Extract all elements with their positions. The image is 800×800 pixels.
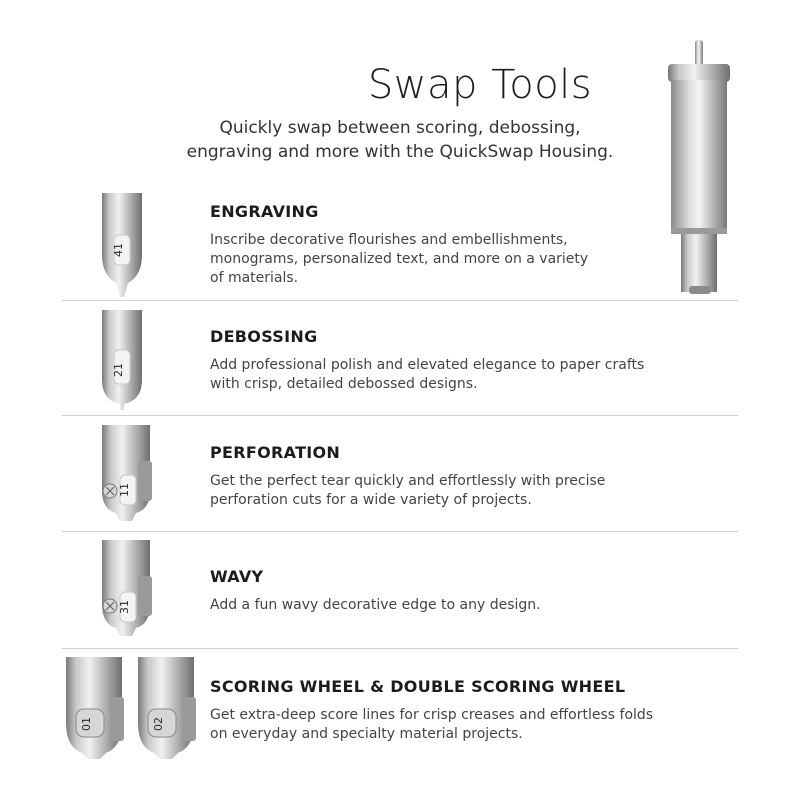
perforation-description [210, 472, 680, 510]
debossing-desc-line: with crisp, detailed debossed designs. [210, 376, 478, 392]
wavy-tip-number: 31 [118, 600, 131, 614]
wavy-heading: WAVY [210, 567, 264, 586]
double-scoring-wheel-tip-number: 02 [152, 717, 165, 731]
wavy-tip-icon [96, 540, 160, 640]
divider [62, 415, 738, 416]
engraving-desc-line: of materials. [210, 270, 299, 286]
engraving-tip-icon [98, 193, 146, 301]
scoring-wheel-heading: SCORING WHEEL & DOUBLE SCORING WHEEL [210, 677, 626, 696]
perforation-desc-line: perforation cuts for a wide variety of projects. [210, 492, 532, 508]
engraving-desc-line: monograms, personalized text, and more on a variety [210, 251, 589, 267]
scoring-wheel-desc-line: Get extra-deep score lines for crisp creases and effortless folds [210, 707, 654, 723]
scoring-wheel-tip-number: 01 [80, 717, 93, 731]
perforation-tip-icon [96, 425, 160, 525]
wavy-description [210, 596, 680, 615]
scoring-wheel-description [210, 706, 680, 744]
debossing-tip-icon [98, 310, 146, 412]
debossing-tip-number: 21 [112, 363, 125, 377]
engraving-description [210, 231, 680, 288]
debossing-desc-line: Add professional polish and elevated elegance to paper crafts [210, 357, 645, 373]
scoring-wheel-desc-line: on everyday and specialty material projects. [210, 726, 523, 742]
debossing-heading: DEBOSSING [210, 327, 318, 346]
subtitle-line-1: Quickly swap between scoring, debossing, [219, 118, 581, 138]
engraving-tip-number: 41 [112, 243, 125, 257]
perforation-desc-line: Get the perfect tear quickly and effortlessly with precise [210, 473, 606, 489]
page-subtitle [150, 116, 650, 164]
engraving-heading: ENGRAVING [210, 202, 319, 221]
divider [62, 300, 738, 301]
scoring-wheel-tip-icon [62, 657, 130, 760]
page-title: Swap Tools [367, 62, 593, 108]
double-scoring-wheel-tip-icon [134, 657, 202, 760]
perforation-tip-number: 11 [118, 483, 131, 497]
perforation-heading: PERFORATION [210, 443, 341, 462]
debossing-description [210, 356, 680, 394]
subtitle-line-2: engraving and more with the QuickSwap Housing. [186, 142, 614, 162]
divider [62, 648, 738, 649]
engraving-desc-line: Inscribe decorative flourishes and embellishments, [210, 232, 568, 248]
wavy-desc-line: Add a fun wavy decorative edge to any design. [210, 597, 541, 613]
divider [62, 531, 738, 532]
